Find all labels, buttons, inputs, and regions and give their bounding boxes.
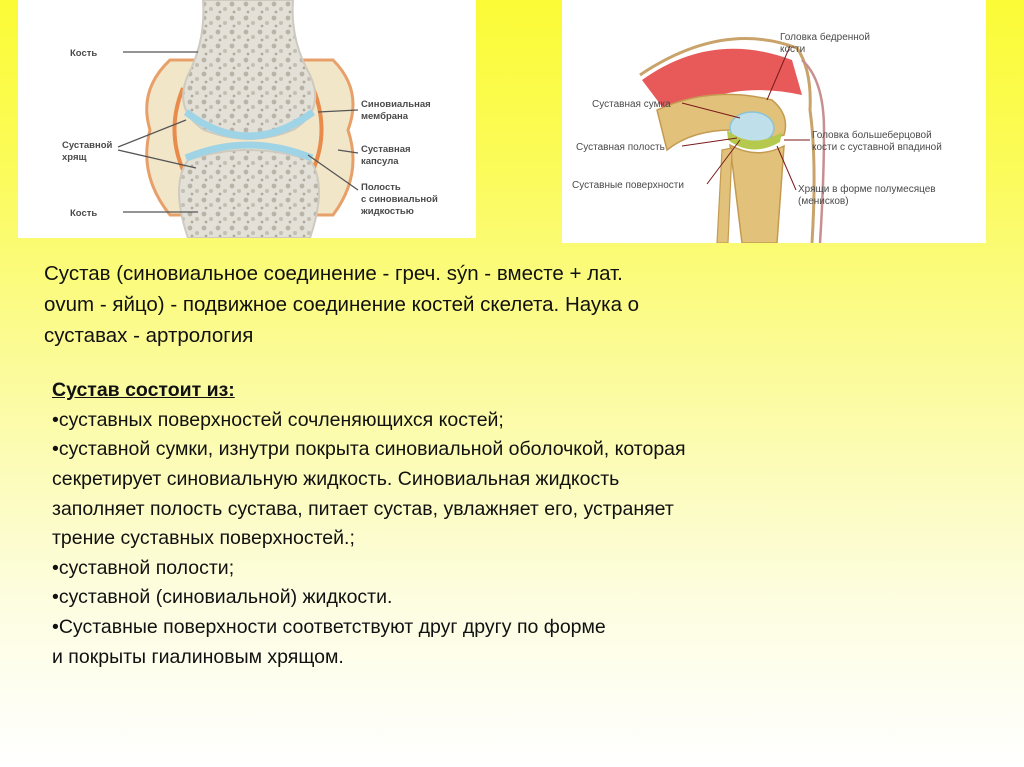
label-cartilage-line2: хрящ bbox=[62, 152, 87, 163]
label-tibia-head-line2: кости с суставной впадиной bbox=[812, 142, 942, 153]
intro-line: ovum - яйцо) - подвижное соединение костей скелета. Наука о bbox=[44, 293, 640, 317]
label-cavity-line1: Полость bbox=[361, 182, 401, 193]
label-capsule-line2: капсула bbox=[361, 156, 399, 167]
label-bone-bottom: Кость bbox=[70, 208, 98, 219]
synovial-joint-diagram bbox=[18, 0, 476, 238]
upper-bone-shape bbox=[183, 0, 315, 139]
label-joint-surfaces: Суставные поверхности bbox=[572, 180, 684, 191]
label-menisci-line2: (менисков) bbox=[798, 196, 849, 207]
intro-paragraph bbox=[44, 258, 914, 351]
intro-line: суставах - артрология bbox=[44, 324, 254, 348]
label-cavity-line2: с синовиальной bbox=[361, 194, 438, 205]
list-item: заполняет полость сустава, питает сустав, увлажняет его, устраняет bbox=[52, 497, 674, 520]
list-item: трение суставных поверхностей.; bbox=[52, 527, 355, 550]
label-joint-bag: Суставная сумка bbox=[592, 99, 671, 110]
list-item: •суставной (синовиальной) жидкости. bbox=[52, 586, 393, 609]
list-item: •Суставные поверхности соответствуют друг другу по форме bbox=[52, 616, 606, 638]
list-item: •суставных поверхностей сочленяющихся костей; bbox=[52, 408, 504, 431]
joint-composition-section bbox=[52, 376, 922, 672]
tibia-shape bbox=[730, 145, 784, 243]
knee-joint-diagram bbox=[562, 0, 986, 243]
intro-line: Сустав (синовиальное соединение - греч. sýn - вместе + лат. bbox=[44, 262, 623, 285]
label-tibia-head-line1: Головка большеберцовой bbox=[812, 130, 932, 141]
synovial-joint-illustration bbox=[18, 0, 476, 238]
lower-bone-shape bbox=[179, 150, 319, 238]
list-item: •суставной сумки, изнутри покрыта синовиальной оболочкой, которая bbox=[52, 438, 686, 461]
label-cartilage-line1: Суставной bbox=[62, 140, 113, 151]
label-cavity-line3: жидкостью bbox=[361, 206, 414, 217]
label-membrane-line2: мембрана bbox=[361, 111, 409, 122]
label-menisci-line1: Хрящи в форме полумесяцев bbox=[798, 184, 936, 195]
list-item: и покрыты гиалиновым хрящом. bbox=[52, 645, 344, 668]
label-femur-head-line1: Головка бедренной bbox=[780, 32, 870, 43]
list-item: секретирует синовиальную жидкость. Синовиальная жидкость bbox=[52, 467, 620, 490]
list-item: •суставной полости; bbox=[52, 556, 235, 579]
composition-list bbox=[52, 406, 922, 673]
knee-joint-illustration bbox=[562, 0, 986, 243]
label-joint-cavity: Суставная полость bbox=[576, 142, 665, 153]
label-femur-head-line2: кости bbox=[780, 44, 806, 55]
composition-heading: Сустав состоит из: bbox=[52, 379, 235, 401]
fibula-shape bbox=[717, 148, 732, 243]
label-capsule-line1: Суставная bbox=[361, 144, 411, 155]
label-bone-top: Кость bbox=[70, 48, 98, 59]
label-membrane-line1: Синовиальная bbox=[361, 99, 431, 110]
